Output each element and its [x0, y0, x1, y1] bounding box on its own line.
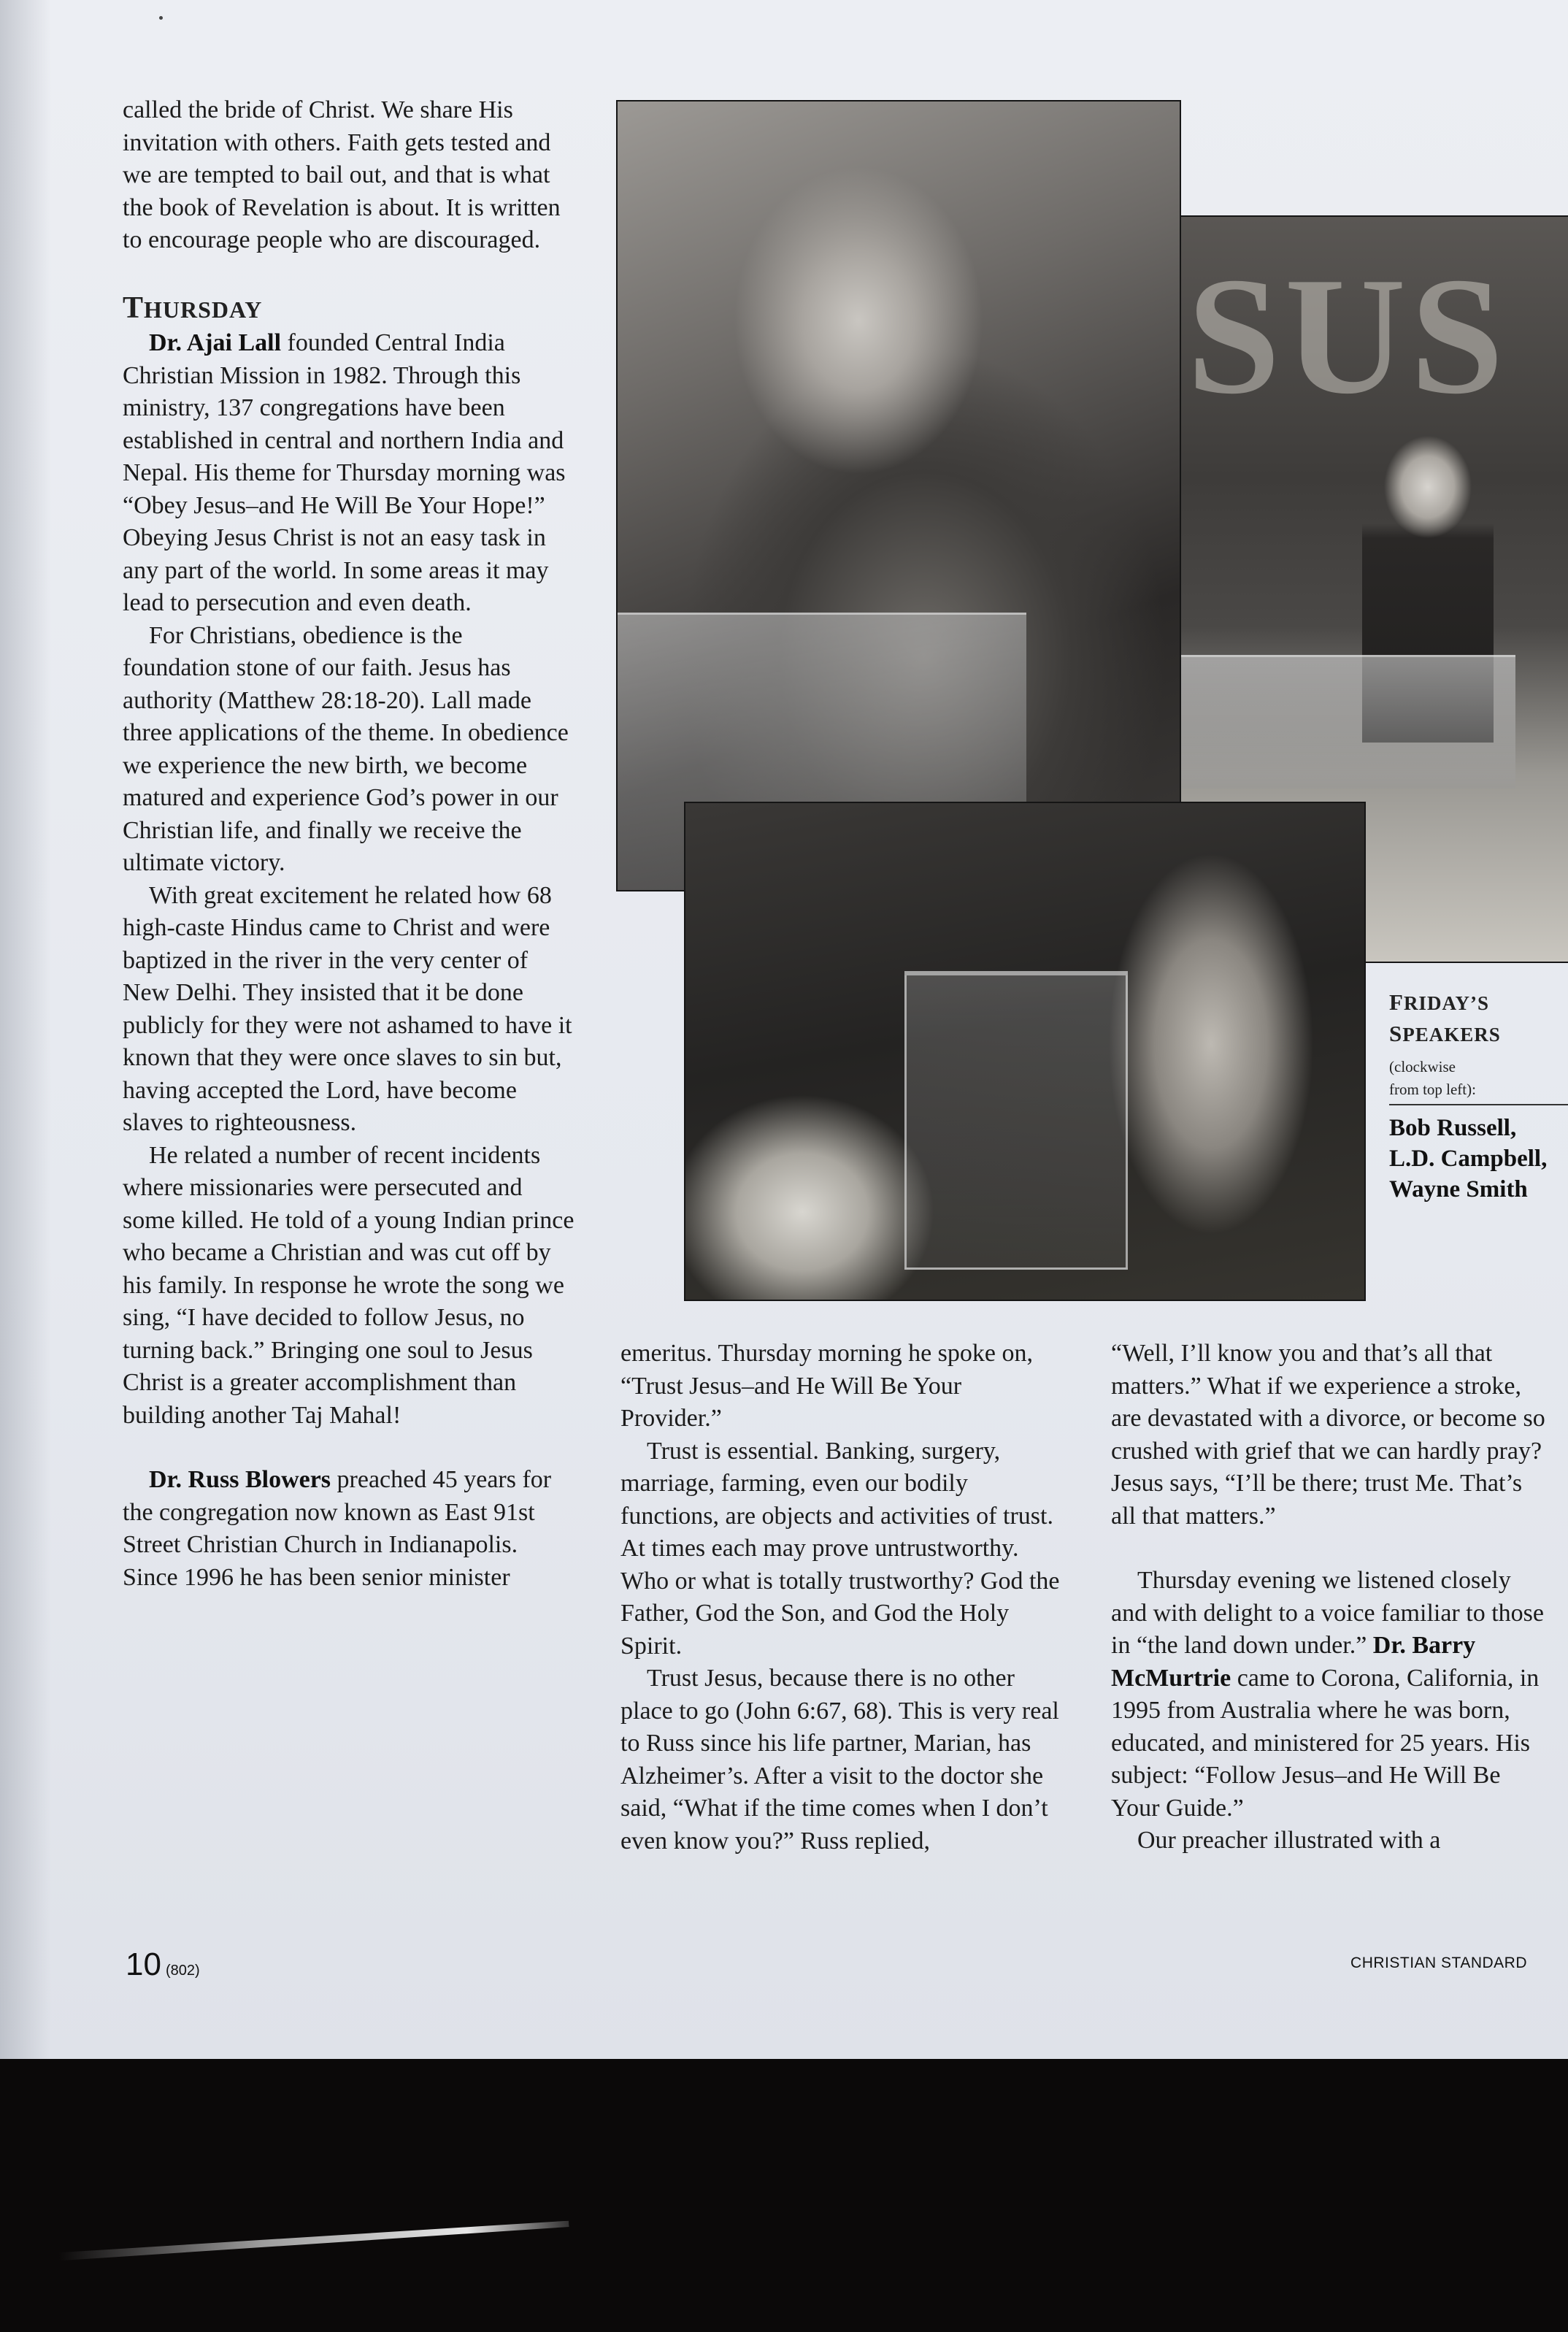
page-edge-shadow [0, 0, 51, 2066]
banner-lettering: SUS [1187, 242, 1508, 429]
paragraph: “Well, I’ll know you and that’s all that matters.” What if we experience a stroke, are devastated with a divorce, or become so crushed with grief that we can hardly pray? Jesus says, “I’ll be there; trust Me. That’s all that matters.” [1111, 1340, 1545, 1530]
paragraph-text: came to Corona, California, in 1995 from Australia where he was born, educated, and ministered for 25 years. His subject: “Follow Jesus–and He Will Be Your Guide.” [1111, 1664, 1540, 1822]
paragraph: For Christians, obedience is the foundation stone of our faith. Jesus has authority (Matthew 28:18-20). Lall made three applications of the theme. In obedience we experience the new birth, we become matured and experience God’s power in our Christian life, and finally we receive the ultimate victory. [123, 621, 569, 876]
caption-name: Wayne Smith [1389, 1176, 1528, 1203]
heading-initial: T [123, 291, 145, 325]
caption-title-text: RIDAY’S [1403, 992, 1489, 1014]
paragraph: He related a number of recent incidents where missionaries were persecuted and some killed. He told of a young Indian prince who became a Christian and was cut off by his family. In response he wrote the song we sing, “I have decided to follow Jesus, no turning back.” Bringing one soul to Jesus Christ is a greater accomplishment than building another Taj Mahal! [123, 1141, 574, 1429]
magazine-name: CHRISTIAN STANDARD [1350, 1955, 1527, 1971]
photo-speaker-3 [684, 802, 1366, 1301]
text-column-1 [123, 94, 575, 1594]
caption-initial: F [1389, 989, 1404, 1015]
caption-rule [1389, 1104, 1568, 1105]
heading-rest: HURSDAY [144, 296, 263, 323]
text-column-3 [1111, 1338, 1549, 1857]
section-heading-thursday [123, 292, 575, 326]
paragraph: called the bride of Christ. We share His invitation with others. Faith gets tested and we are tempted to bail out, and that is what the book of Revelation is about. It is written to encourage people who are discouraged. [123, 96, 561, 253]
paragraph: Trust is essential. Banking, surgery, marriage, farming, even our bodily functions, are objects and activities of trust. At times each may prove untrustworthy. Who or what is totally trustworthy? God the Father, God the Son, and God the Holy Spirit. [620, 1437, 1060, 1660]
paragraph [123, 327, 575, 620]
caption-initial: S [1389, 1021, 1403, 1046]
scan-background [0, 2059, 1568, 2332]
caption-title-text: PEAKERS [1402, 1024, 1501, 1046]
paragraph: With great excitement he related how 68 high-caste Hindus came to Christ and were baptized in the river in the very center of New Delhi. They insisted that it be done publicly for they were not ashamed to have it known that they were once slaves to sin but, having accepted the Lord, have become slaves to righteousness. [123, 881, 572, 1136]
text-column-2 [620, 1338, 1066, 1857]
podium [1180, 655, 1515, 789]
speaker-name: Dr. Russ Blowers [149, 1466, 331, 1493]
podium [904, 971, 1128, 1270]
paragraph: Trust Jesus, because there is no other place to go (John 6:67, 68). This is very real to Russ since his life partner, Marian, has Alzheimer’s. After a visit to the doctor she said, “What if the time comes when I don’t even know you?” Russ replied, [620, 1665, 1059, 1855]
speaker-name: Dr. Barry McMurtrie [1111, 1632, 1476, 1692]
caption-names [1389, 1113, 1568, 1205]
photo-speaker-1 [616, 100, 1181, 891]
paragraph-text: founded Central India Christian Mission in 1982. Through this ministry, 137 congregations have been established in central and northern India and Nepal. His theme for Thursday morning was “Obey Jesus–and He Will Be Your Hope!” Obeying Jesus Christ is not an easy task in any part of the world. In some areas it may lead to persecution and even death. [123, 329, 566, 616]
paragraph: Our preacher illustrated with a [1137, 1827, 1441, 1854]
paragraph-text: preached 45 years for the congregation now known as East 91st Street Christian Church in Indianapolis. Since 1996 he has been senior minister [123, 1466, 552, 1591]
caption-title [1389, 987, 1568, 1082]
paragraph [123, 1464, 575, 1594]
speck [159, 16, 163, 20]
photo-caption [1389, 987, 1568, 1205]
paragraph: emeritus. Thursday morning he spoke on, “Trust Jesus–and He Will Be Your Provider.” [620, 1340, 1034, 1432]
paragraph-text: Thursday evening we listened closely and with delight to a voice familiar to those in “the land down under.” [1111, 1567, 1544, 1659]
paragraph [1111, 1565, 1549, 1825]
speaker-name: Dr. Ajai Lall [149, 329, 282, 356]
page-folio [126, 1946, 200, 1983]
caption-note: from top left): [1389, 1081, 1476, 1098]
caption-name: Bob Russell, [1389, 1115, 1517, 1141]
caption-note: (clockwise [1389, 1058, 1456, 1075]
caption-name: L.D. Campbell, [1389, 1146, 1548, 1172]
page-number: 10 [126, 1946, 161, 1982]
page-code: (802) [165, 1963, 200, 1979]
